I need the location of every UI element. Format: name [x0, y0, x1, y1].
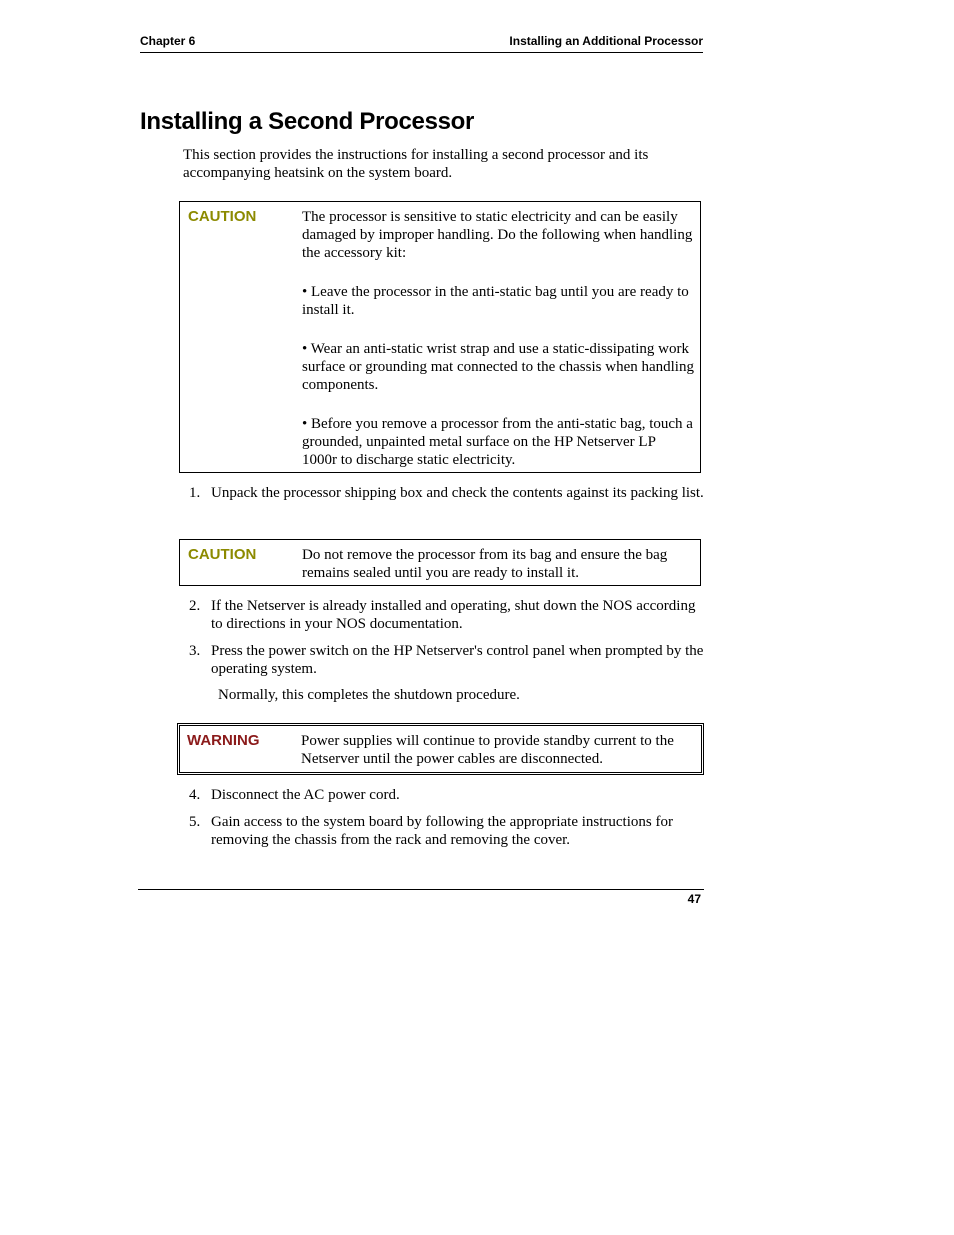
caution-paragraph: The processor is sensitive to static electricity and can be easily damaged by improper handling. Do the following when handling the accessory kit: [302, 209, 693, 261]
caution-text: Do not remove the processor from its bag and ensure the bag remains sealed until you are ready to install it. [302, 547, 668, 581]
page-title: Installing a Second Processor [140, 108, 475, 135]
step-text: Press the power switch on the HP Netserver's control panel when prompted by the operating system. [211, 643, 704, 677]
warning-text: Power supplies will continue to provide standby current to the Netserver until the power cables are disconnected. [301, 733, 674, 767]
step-number: 4. [189, 787, 201, 803]
caution-box-bag [179, 539, 701, 586]
caution-bullet: • Leave the processor in the anti-static bag until you are ready to install it. [302, 284, 689, 318]
caution-label: CAUTION [188, 546, 257, 563]
step-text: Disconnect the AC power cord. [211, 787, 400, 803]
running-header [140, 34, 703, 53]
list-item-step-3 [189, 642, 704, 678]
step-text: Gain access to the system board by following the appropriate instructions for removing the chassis from the rack and removing the cover. [211, 814, 673, 848]
page-number: 47 [687, 892, 701, 906]
warning-body [301, 732, 693, 768]
footer-divider [138, 889, 704, 890]
caution-bullet: • Wear an anti-static wrist strap and use a static-dissipating work surface or grounding mat connected to the chassis when handling components. [302, 341, 694, 393]
caution-box-static [179, 201, 701, 473]
step-number: 5. [189, 814, 201, 830]
list-item-step-4 [189, 786, 704, 804]
caution-label: CAUTION [188, 208, 257, 225]
step-number: 2. [189, 598, 201, 614]
caution-body [302, 546, 694, 582]
list-item-step-2 [189, 597, 704, 633]
list-item-step-1 [189, 484, 704, 502]
warning-label: WARNING [187, 732, 260, 749]
step-number: 3. [189, 643, 201, 659]
header-chapter: Chapter 6 [140, 34, 196, 48]
header-section-title: Installing an Additional Processor [509, 34, 703, 48]
caution-body [302, 208, 694, 469]
warning-box [177, 723, 704, 775]
step-text: Unpack the processor shipping box and check the contents against its packing list. [211, 485, 704, 501]
list-item-step-5 [189, 813, 704, 849]
step-number: 1. [189, 485, 201, 501]
caution-bullet: • Before you remove a processor from the anti-static bag, touch a grounded, unpainted metal surface on the HP Netserver LP 1000r to discharge static electricity. [302, 416, 693, 468]
step-3-note: Normally, this completes the shutdown procedure. [218, 687, 520, 703]
step-text: If the Netserver is already installed and operating, shut down the NOS according to directions in your NOS documentation. [211, 598, 696, 632]
intro-paragraph: This section provides the instructions for installing a second processor and its accompanying heatsink on the system board. [183, 147, 649, 181]
